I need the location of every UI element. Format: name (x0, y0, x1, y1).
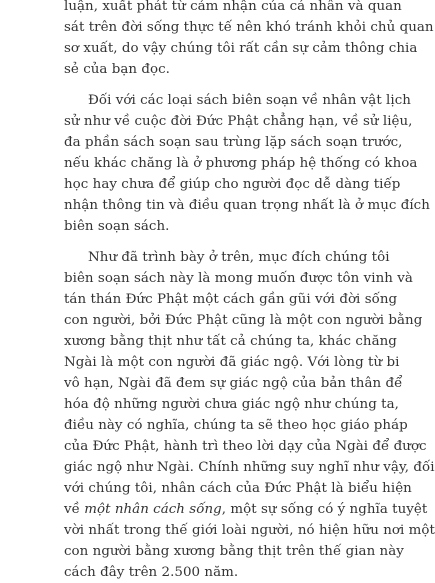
text-line: Đối với các loại sách biên soạn về nhân vật lịch (88, 93, 411, 108)
italic-phrase: một nhân cách sống (84, 502, 222, 517)
text-line: biên soạn sách. (64, 219, 170, 234)
text-line: sử như về cuộc đời Đức Phật chẳng hạn, về sử liệu, (64, 114, 413, 129)
text-line: giác ngộ như Ngài. Chính những suy nghĩ như vậy, đối (64, 460, 435, 475)
paragraph-gap (0, 237, 400, 247)
text-line: biên soạn sách này là mong muốn được tôn vinh và (64, 271, 413, 286)
text-line: hóa độ những người chưa giác ngộ như chúng ta, (64, 397, 399, 412)
text-line: nếu khác chăng là ở phương pháp hệ thống có khoa (64, 156, 418, 171)
text-line: xương bằng thịt như tất cả chúng ta, khác chăng (64, 334, 397, 349)
text-line (0, 499, 428, 520)
text-line: vô hạn, Ngài đã đem sự giác ngộ của bản thân để (64, 376, 403, 391)
text-line: đa phần sách soạn sau trùng lặp sách soạn trước, (64, 135, 403, 150)
text-line: sát trên đời sống thực tế nên khó tránh khỏi chủ quan (64, 20, 434, 35)
text-line: sẻ của bạn đọc. (64, 62, 170, 77)
text-line: của Đức Phật, hành trì theo lời dạy của Ngài để được (64, 439, 427, 454)
text-line: điều này có nghĩa, chúng ta sẽ theo học giáo pháp (64, 418, 408, 433)
paragraph (0, 247, 435, 583)
text-line: vời nhất trong thế giới loài người, nó hiện hữu nơi một (64, 523, 435, 538)
text-run: , một sự sống có ý nghĩa tuyệt (221, 502, 428, 517)
paragraph-gap (0, 80, 400, 90)
text-line: luận, xuất phát từ cảm nhận của cá nhân và quan (64, 0, 402, 14)
text-line: Như đã trình bày ở trên, mục đích chúng tôi (88, 250, 390, 265)
paragraph (0, 90, 430, 237)
text-line: cách đây trên 2.500 năm. (64, 565, 239, 580)
text-line: con người bằng xương bằng thịt trên thế gian này (64, 544, 404, 559)
text-line: con người, bởi Đức Phật cũng là một con người bằng (64, 313, 423, 328)
text-line: học hay chưa để giúp cho người đọc dễ dàng tiếp (64, 177, 401, 192)
text-line: nhận thông tin và điều quan trọng nhất là ở mục đích (64, 198, 430, 213)
paragraph (0, 0, 434, 80)
text-run: về (64, 502, 85, 517)
text-line: Ngài là một con người đã giác ngộ. Với lòng từ bi (64, 355, 400, 370)
text-line: với chúng tôi, nhân cách của Đức Phật là biểu hiện (64, 481, 412, 496)
text-line: sơ xuất, do vậy chúng tôi rất cần sự cảm thông chia (64, 41, 418, 56)
text-line: tán thán Đức Phật một cách gần gũi với đời sống (64, 292, 398, 307)
